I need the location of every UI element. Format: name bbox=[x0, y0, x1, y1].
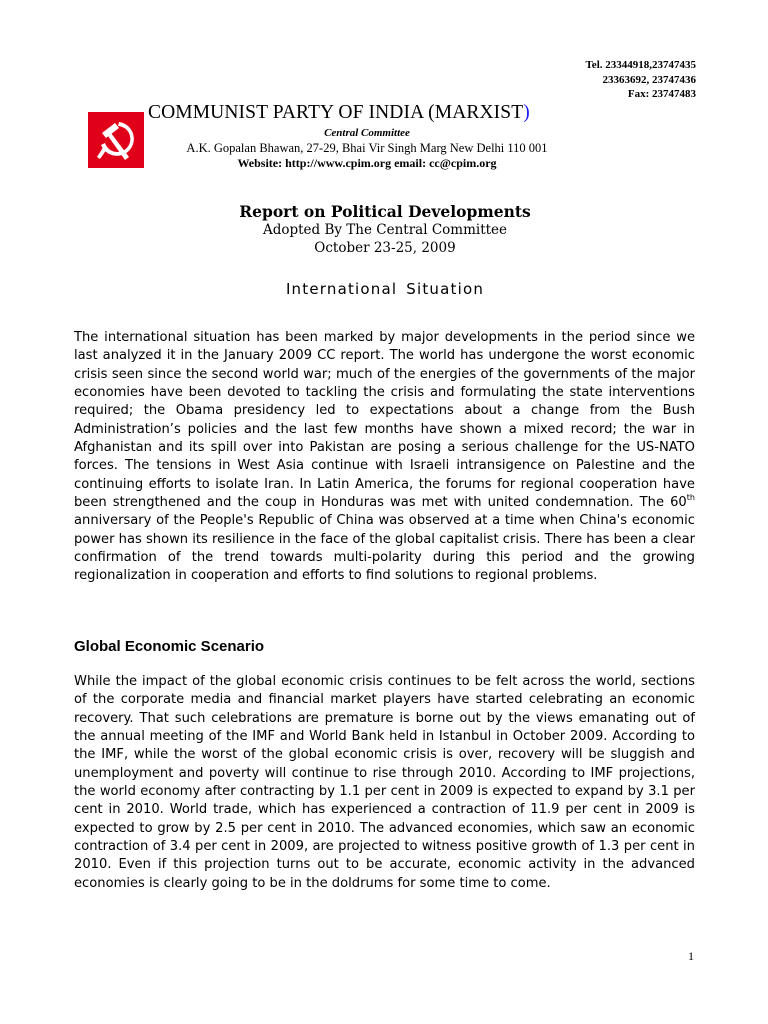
party-name bbox=[148, 102, 530, 124]
letterhead-details bbox=[148, 126, 586, 171]
paragraph-international-situation bbox=[74, 329, 695, 586]
website-email-line: Website: http://www.cpim.org email: cc@cpim.org bbox=[237, 156, 497, 170]
fax-line: Fax: 23747483 bbox=[627, 88, 696, 100]
phone-line-2: 23363692, 23747436 bbox=[602, 73, 696, 86]
paragraph1-text-b: anniversary of the People's Republic of China was observed at a time when China's economic power has shown its resilience in the face of the global capitalist crisis. There has been a clear confirmation of the trend towards multi-polarity during this period and the growing regionalization in cooperation and efforts to find solutions to regional problems. bbox=[74, 513, 695, 584]
page-number: 1 bbox=[688, 949, 694, 963]
phone-line-1: Tel. 23344918,23747435 bbox=[585, 59, 696, 71]
paragraph-global-economic-scenario: While the impact of the global economic crisis continues to be felt across the world, sections of the corporate media and financial market players have started celebrating an economic recovery. That such celebrations are premature is borne out by the views emanating out of the annual meeting of the IMF and World Bank held in Istanbul in October 2009. According to the IMF, while the worst of the global economic crisis is over, recovery will be sluggish and unemployment and poverty will continue to rise through 2010. According to IMF projections, the world economy after contracting by 1.1 per cent in 2009 is expected to expand by 3.1 per cent in 2010. World trade, which has experienced a contraction of 11.9 per cent in 2009 is expected to grow by 2.5 per cent in 2010. The advanced economies, which saw an economic contraction of 3.4 per cent in 2009, are projected to witness positive growth of 1.3 per cent in 2010. Even if this projection turns out to be accurate, economic activity in the advanced economies is clearly going to be in the doldrums for some time to come. bbox=[74, 674, 695, 891]
section-title: International Situation bbox=[285, 280, 485, 298]
subheading-global-economic-scenario: Global Economic Scenario bbox=[74, 638, 265, 655]
report-dates: October 23-25, 2009 bbox=[314, 239, 456, 256]
paragraph1-text-a: The international situation has been marked by major developments in the period since we last analyzed it in the January 2009 CC report. The world has undergone the worst economic crisis seen since the second world war; much of the energies of the governments of the major economies have been devoted to tackling the crisis and formulating the state interventions required; the Obama presidency led to expectations about a change from the Bush Administration’s policies and the last few months have shown a mixed record; the war in Afghanistan and its spill over into Pakistan are posing a serious challenge for the US-NATO forces. The tensions in West Asia continue with Israeli intransigence on Palestine and the continuing efforts to isolate Iran. In Latin America, the forums for regional cooperation have been strengthened and the coup in Honduras was met with united condemnation. The 60 bbox=[74, 330, 695, 511]
party-name-close-paren: ) bbox=[523, 102, 530, 123]
address-line: A.K. Gopalan Bhawan, 27-29, Bhai Vir Singh Marg New Delhi 110 001 bbox=[186, 141, 548, 155]
hammer-and-sickle-icon bbox=[88, 112, 144, 168]
report-title: Report on Political Developments bbox=[239, 202, 531, 221]
report-adopted: Adopted By The Central Committee bbox=[262, 222, 508, 238]
ordinal-superscript: th bbox=[686, 493, 695, 503]
report-heading bbox=[0, 202, 768, 257]
party-name-text: COMMUNIST PARTY OF INDIA (MARXIST bbox=[148, 102, 524, 123]
committee-label: Central Committee bbox=[324, 127, 410, 139]
contact-info bbox=[585, 58, 696, 102]
